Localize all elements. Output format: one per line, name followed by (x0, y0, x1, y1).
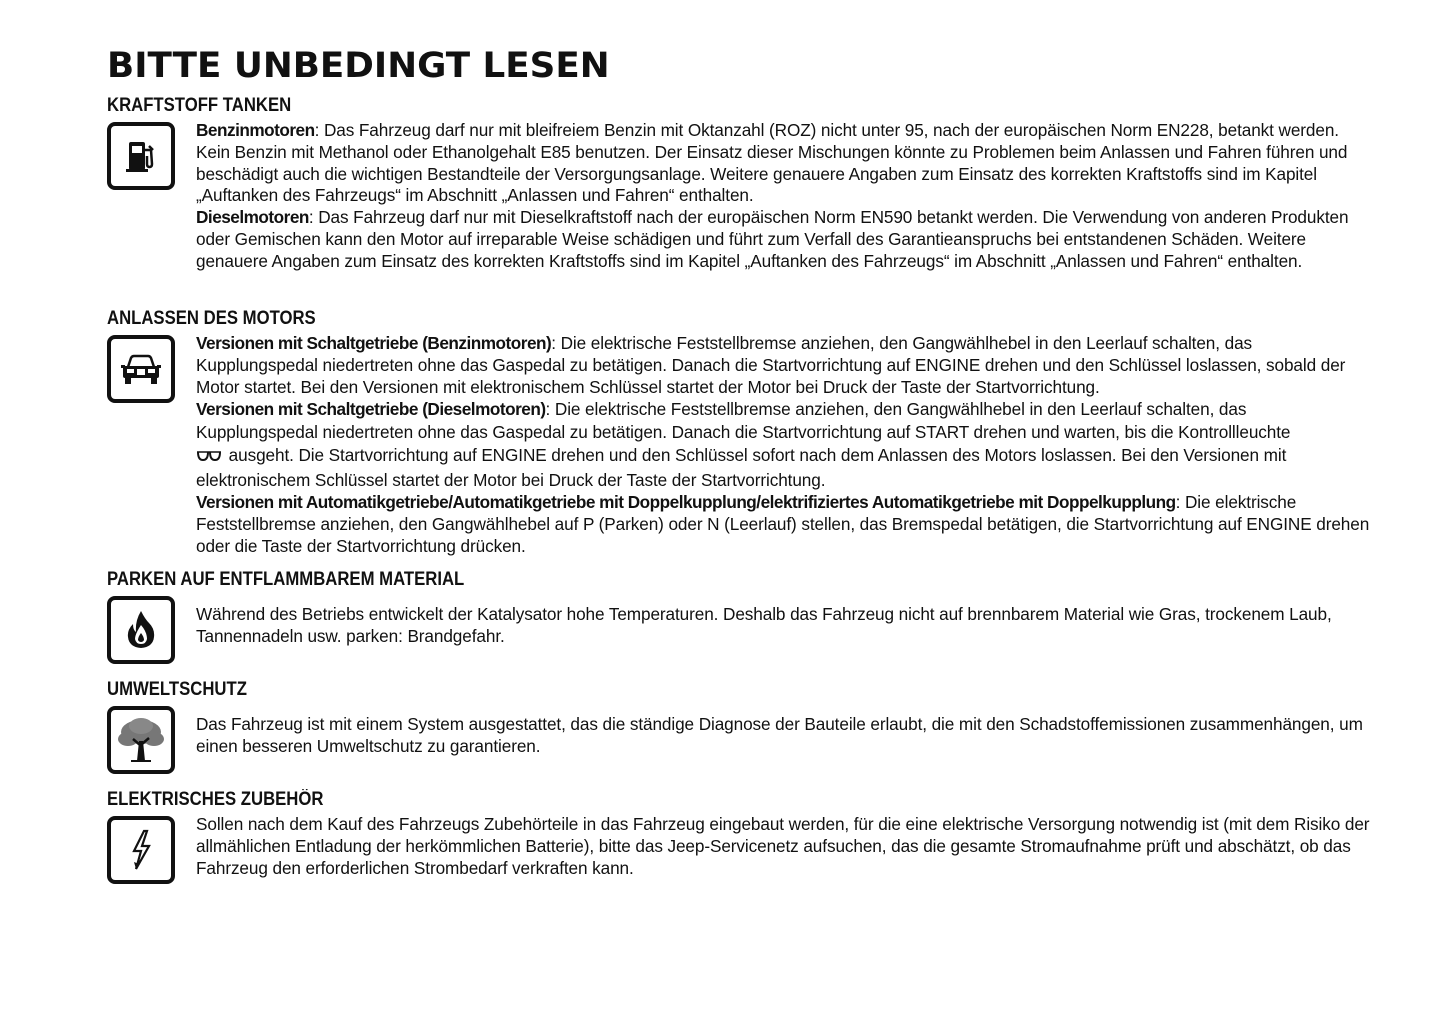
section-heading: UMWELTSCHUTZ (107, 679, 247, 700)
lightning-icon (107, 816, 175, 884)
fuel-pump-icon (107, 122, 175, 190)
section-parking (107, 569, 1377, 664)
section-fuel (107, 95, 1377, 273)
section-heading: ELEKTRISCHES ZUBEHÖR (107, 789, 324, 810)
section-body (196, 814, 1371, 879)
text-manual-petrol: : Die elektrische Feststellbremse anziehen, den Gangwählhebel in den Leerlauf schalten, das Kupplungspedal niedertreten ohne das Gaspedal zu betätigen. Danach die Startvorrichtung auf ENGINE drehen und den Schlüssel loslassen, sobald der Motor startet. Bei den Versionen mit elektronischem Schlüssel startet der Motor bei Druck der Taste der Startvorrichtung. (196, 333, 1346, 397)
text-automatic: : Die elektrische Feststellbremse anziehen, den Gangwählhebel auf P (Parken) oder N (Leerlauf) stellen, das Bremspedal betätigen, die Startvorrichtung auf ENGINE drehen oder die Taste der Startvorrichtung drücken. (196, 492, 1370, 556)
label-manual-diesel: Versionen mit Schaltgetriebe (Dieselmotoren) (196, 399, 546, 420)
paragraph-environment: Das Fahrzeug ist mit einem System ausgestattet, das die ständige Diagnose der Bauteile erlaubt, die mit den Schadstoffemissionen zusammenhängen, um einen besseren Umweltschutz zu garantieren. (196, 714, 1363, 756)
text-manual-diesel: : Die elektrische Feststellbremse anziehen, den Gangwählhebel in den Leerlauf schalten, das Kupplungspedal niedertreten ohne das Gaspedal zu betätigen. Danach die Startvorrichtung auf START drehen und warten, bis die Kontrollleuchte (196, 399, 1291, 443)
paragraph-diesel (196, 207, 1371, 272)
tree-icon (107, 706, 175, 774)
glow-plug-icon (196, 446, 222, 469)
section-environment (107, 679, 1377, 774)
section-heading: PARKEN AUF ENTFLAMMBAREM MATERIAL (107, 569, 465, 590)
paragraph-parking: Während des Betriebs entwickelt der Katalysator hohe Temperaturen. Deshalb das Fahrzeug nicht auf brennbarem Material wie Gras, trockenem Laub, Tannennadeln usw. parken: Brandgefahr. (196, 604, 1332, 646)
section-heading: KRAFTSTOFF TANKEN (107, 95, 292, 116)
section-heading: ANLASSEN DES MOTORS (107, 308, 316, 329)
paragraph-electrical: Sollen nach dem Kauf des Fahrzeugs Zubehörteile in das Fahrzeug eingebaut werden, für die eine elektrische Versorgung notwendig ist (mit dem Risiko der allmählichen Entladung der herkömmlichen Batterie), bitte das Jeep-Servicenetz aufsuchen, das die gesamte Stromaufnahme prüft und abschätzt, ob das Fahrzeug den erforderlichen Strombedarf verkraften kann. (196, 814, 1370, 878)
paragraph-manual-diesel (196, 398, 1371, 492)
text-diesel: : Das Fahrzeug darf nur mit Dieselkraftstoff nach der europäischen Norm EN590 betankt werden. Die Verwendung von anderen Produkten oder Gemischen kann den Motor auf irreparable Weise schädigen und führt zum Verfall des Garantieanspruchs bei entstandenen Schäden. Weitere genauere Angaben zum Einsatz des korrekten Kraftstoffs sind im Kapitel „Auftanken des Fahrzeugs“ im Abschnitt „Anlassen und Fahren“ enthalten. (196, 207, 1349, 271)
car-front-icon (107, 335, 175, 403)
section-body (196, 333, 1371, 558)
paragraph-petrol (196, 120, 1371, 207)
paragraph-automatic (196, 492, 1371, 557)
section-body (196, 120, 1371, 273)
label-petrol: Benzinmotoren (196, 120, 315, 140)
section-body (196, 714, 1371, 758)
label-automatic: Versionen mit Automatikgetriebe/Automatikgetriebe mit Doppelkupplung/elektrifiziertes Automatikgetriebe mit Doppelkupplung (196, 492, 1176, 513)
page-title: BITTE UNBEDINGT LESEN (107, 46, 610, 86)
text-manual-diesel-2: ausgeht. Die Startvorrichtung auf ENGINE drehen und den Schlüssel sofort nach dem Anlassen des Motors loslassen. Bei den Versionen mit elektronischem Schlüssel startet der Motor bei Druck der Taste der Startvorrichtung. (196, 445, 1287, 491)
flame-icon (107, 596, 175, 664)
paragraph-manual-petrol (196, 333, 1371, 398)
label-diesel: Dieselmotoren (196, 207, 309, 228)
section-body (196, 604, 1371, 648)
label-manual-petrol: Versionen mit Schaltgetriebe (Benzinmotoren) (196, 333, 552, 353)
section-electrical (107, 789, 1377, 884)
text-petrol: : Das Fahrzeug darf nur mit bleifreiem Benzin mit Oktanzahl (ROZ) nicht unter 95, nach der europäischen Norm EN228, betankt werden. Kein Benzin mit Methanol oder Ethanolgehalt E85 benutzen. Der Einsatz dieser Mischungen könnte zu Problemen beim Anlassen und Fahren führen und beschädigt auch die wichtigen Bestandteile der Versorgungsanlage. Weitere genauere Angaben zum Einsatz des korrekten Kraftstoffs sind im Kapitel „Auftanken des Fahrzeugs“ im Abschnitt „Anlassen und Fahren“ enthalten. (196, 120, 1348, 206)
section-start (107, 308, 1377, 558)
